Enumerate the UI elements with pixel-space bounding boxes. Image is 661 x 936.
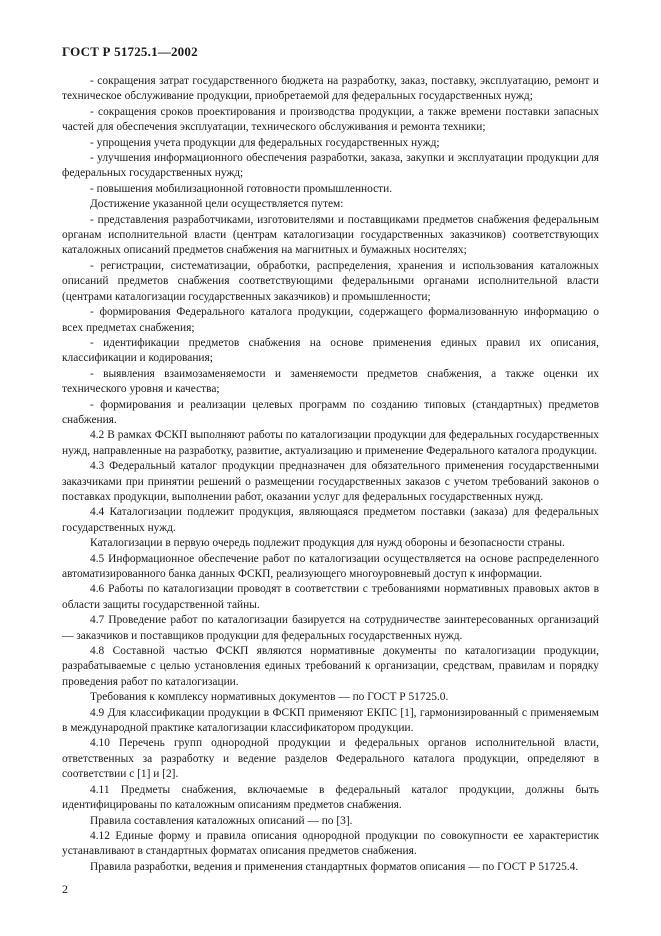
section-paragraph-4-8: 4.8 Составной частью ФСКП являются нормативные документы по каталогизации продукции, разрабатываемые с целью установления единых требований к организации, средствам, правилам и порядку проведения работ по каталогизации. [62, 645, 599, 688]
paragraph: - выявления взаимозаменяемости и заменяемости предметов снабжения, а также оценки их технического уровня и качества; [62, 367, 599, 396]
paragraph: - формирования и реализации целевых программ по созданию типовых (стандартных) предметов снабжения. [62, 398, 599, 426]
paragraph: - идентификации предметов снабжения на основе применения единых правил их описания, классификации и кодирования; [62, 336, 599, 365]
section-paragraph-4-3: 4.3 Федеральный каталог продукции предназначен для обязательного применения государственными заказчиками при принятии решений о размещении государственных заказов с учетом требований законов о поставках продукции, выполнении работ, оказании услуг для федеральных государственных нужд. [62, 460, 599, 503]
paragraph: - сокращения затрат государственного бюджета на разработку, заказ, поставку, эксплуатацию, ремонт и техническое обслуживание продукции, приобретаемой для федеральных государственных нужд; [62, 75, 599, 103]
section-paragraph-4-5: 4.5 Информационное обеспечение работ по каталогизации осуществляется на основе распределенного автоматизированного банка данных ФСКП, реализующего многоуровневый доступ к информации. [62, 552, 599, 580]
paragraph: Требования к комплексу нормативных документов — по ГОСТ Р 51725.0. [90, 691, 449, 704]
paragraph: - сокращения сроков проектирования и производства продукции, а также времени поставки запасных частей для обеспечения эксплуатации, технического обслуживания и ремонта техники; [62, 105, 599, 134]
section-paragraph-4-7: 4.7 Проведение работ по каталогизации базируется на сотрудничестве заинтересованных организаций — заказчиков и поставщиков продукции для федеральных государственных нужд. [62, 614, 599, 642]
page-number: 2 [62, 882, 68, 896]
section-paragraph-4-9: 4.9 Для классификации продукции в ФСКП применяют ЕКПС [1], гармонизированный с применяемым в международной практике каталогизации классификатором продукции. [62, 706, 599, 735]
section-paragraph-4-10: 4.10 Перечень групп однородной продукции и федеральных органов исполнительной власти, ответственных за разработку и ведение разделов Федерального каталога продукции, определяют в соответствии с [1] и [2]. [62, 737, 599, 781]
section-paragraph-4-11: 4.11 Предметы снабжения, включаемые в федеральный каталог продукции, должны быть идентифицированы по каталожным описаниям предметов снабжения. [62, 783, 599, 812]
paragraph: Каталогизации в первую очередь подлежит продукция для нужд обороны и безопасности страны. [90, 537, 565, 550]
document-header: ГОСТ Р 51725.1—2002 [62, 44, 198, 59]
paragraph: - упрощения учета продукции для федеральных государственных нужд; [90, 136, 440, 149]
paragraph: - формирования Федерального каталога продукции, содержащего формализованную информацию о всех предметах снабжения; [62, 306, 599, 334]
paragraph: - регистрации, систематизации, обработки, распределения, хранения и использования каталожных описаний предметов снабжения соответствующими федеральными органами исполнительной власти (центрами каталогизации государственных заказчиков) и промышленности; [62, 259, 599, 303]
paragraph: - повышения мобилизационной готовности промышленности. [90, 182, 393, 195]
paragraph: Правила составления каталожных описаний — по [3]. [90, 814, 353, 827]
paragraph: - представления разработчиками, изготовителями и поставщиками предметов снабжения федеральным органам исполнительной власти (центрам каталогизации государственных заказчиков) соответствующих каталожных описаний предметов снабжения на магнитных и бумажных носителях; [62, 213, 599, 257]
paragraph: Правила разработки, ведения и применения стандартных форматов описания — по ГОСТ Р 51725.4. [90, 860, 579, 873]
paragraph: - улучшения информационного обеспечения разработки, заказа, закупки и эксплуатации продукции для федеральных государственных нужд; [62, 152, 599, 180]
section-paragraph-4-6: 4.6 Работы по каталогизации проводят в соответствии с требованиями нормативных правовых актов в области защиты государственной тайны. [62, 583, 599, 611]
section-paragraph-4-4: 4.4 Каталогизации подлежит продукция, являющаяся предметом поставки (заказа) для федеральных государственных нужд. [62, 506, 599, 534]
section-paragraph-4-2: 4.2 В рамках ФСКП выполняют работы по каталогизации продукции для федеральных государственных нужд, направленные на разработку, развитие, актуализацию и применение Федерального каталога продукции. [62, 429, 599, 457]
document-body [62, 74, 599, 875]
section-paragraph-4-12: 4.12 Единые форму и правила описания однородной продукции по совокупности ее характеристик устанавливают в стандартных форматах описания предметов снабжения. [62, 829, 599, 858]
paragraph: Достижение указанной цели осуществляется путем: [90, 198, 344, 211]
